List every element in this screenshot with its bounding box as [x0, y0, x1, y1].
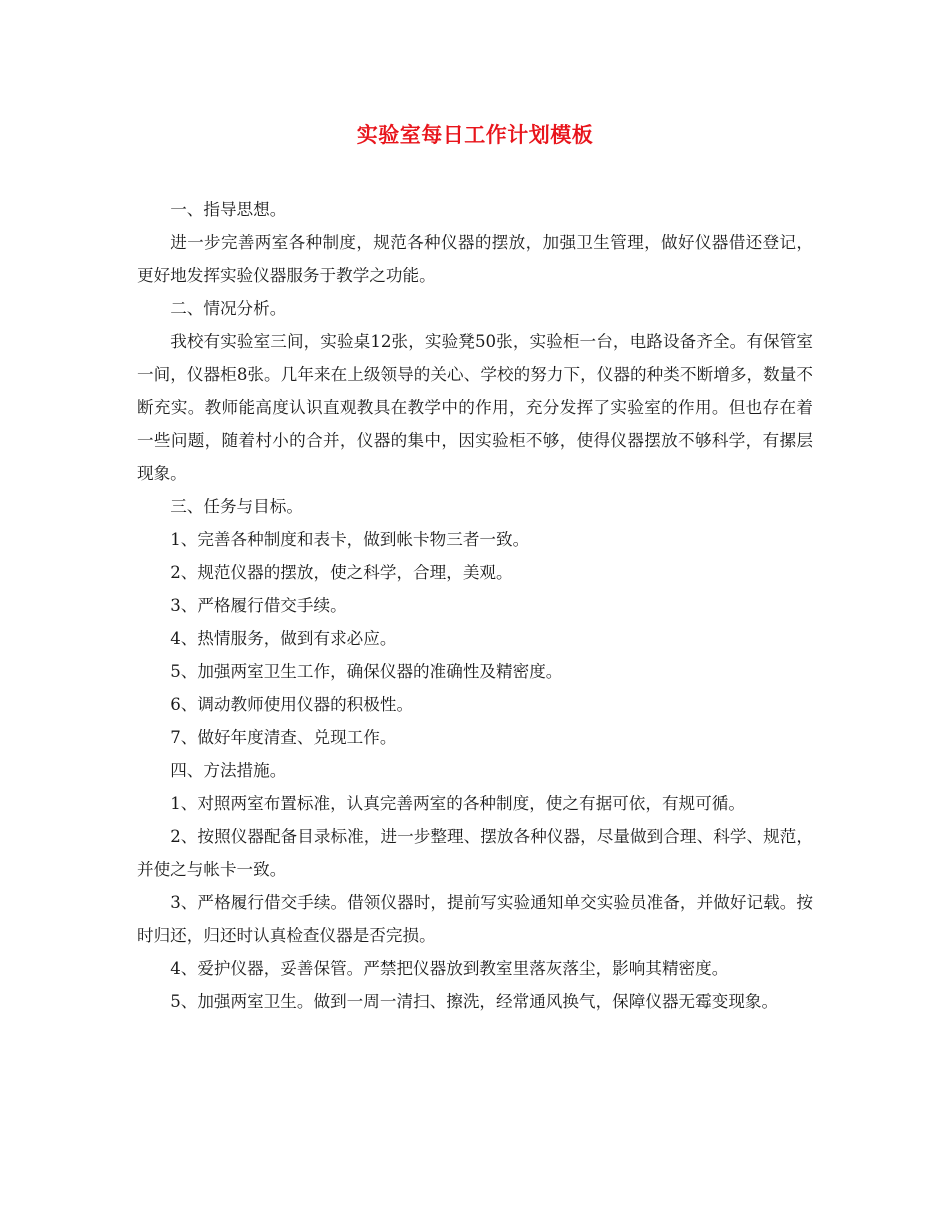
list-item: 4、爱护仪器，妥善保管。严禁把仪器放到教室里落灰落尘，影响其精密度。	[170, 959, 729, 978]
paragraph-situation-analysis: 我校有实验室三间，实验桌12张，实验凳50张，实验柜一台，电路设备齐全。有保管室一间，仪器柜8张。几年来在上级领导的关心、学校的努力下，仪器的种类不断增多，数量不断充实。教师能高度认识直观教具在教学中的作用，充分发挥了实验室的作用。但也存在着一些问题，随着村小的合并，仪器的集中，因实验柜不够，使得仪器摆放不够科学，有摞层现象。	[137, 332, 813, 483]
heading-situation-analysis: 二、情况分析。	[170, 299, 287, 318]
list-item: 1、完善各种制度和表卡，做到帐卡物三者一致。	[170, 530, 530, 549]
heading-tasks-goals: 三、任务与目标。	[170, 497, 303, 516]
list-item: 2、按照仪器配备目录标准，进一步整理、摆放各种仪器，尽量做到合理、科学、规范，并使之与帐卡一致。	[137, 827, 813, 879]
list-item: 6、调动教师使用仪器的积极性。	[170, 695, 414, 714]
list-item: 3、严格履行借交手续。	[170, 596, 347, 615]
heading-guiding-ideology: 一、指导思想。	[170, 200, 287, 219]
list-item: 5、加强两室卫生。做到一周一清扫、擦洗，经常通风换气，保障仪器无霉变现象。	[170, 992, 779, 1011]
list-item: 5、加强两室卫生工作，确保仪器的准确性及精密度。	[170, 662, 563, 681]
list-item: 2、规范仪器的摆放，使之科学，合理，美观。	[170, 563, 513, 582]
paragraph-guiding-ideology: 进一步完善两室各种制度，规范各种仪器的摆放，加强卫生管理，做好仪器借还登记，更好地发挥实验仪器服务于教学之功能。	[137, 233, 813, 285]
document-body	[137, 193, 813, 1018]
list-item: 3、严格履行借交手续。借领仪器时，提前写实验通知单交实验员准备，并做好记载。按时归还，归还时认真检查仪器是否完损。	[137, 893, 813, 945]
list-item: 4、热情服务，做到有求必应。	[170, 629, 397, 648]
heading-methods-measures: 四、方法措施。	[170, 761, 287, 780]
list-item: 7、做好年度清查、兑现工作。	[170, 728, 397, 747]
document-title: 实验室每日工作计划模板	[356, 122, 594, 147]
list-item: 1、对照两室布置标准，认真完善两室的各种制度，使之有据可依，有规可循。	[170, 794, 745, 813]
